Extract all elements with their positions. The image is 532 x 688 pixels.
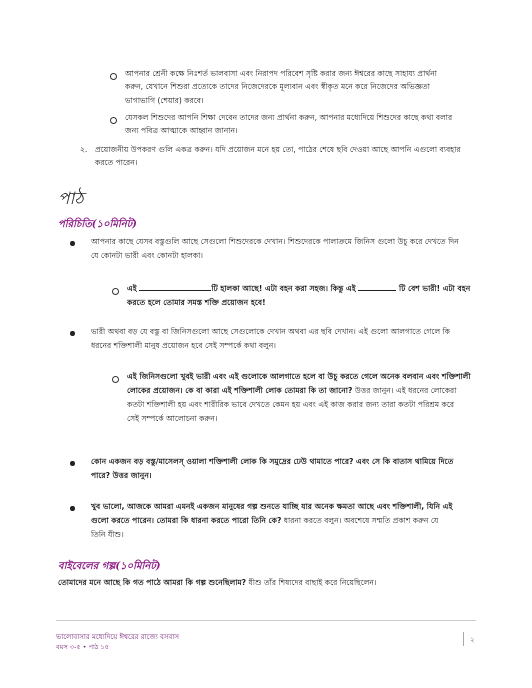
jesus-story-line3: তিনি যীশু। <box>91 530 124 539</box>
page-number: ২ <box>470 636 475 644</box>
question1-line2 <box>127 384 456 397</box>
question1-bold: লোকের প্রয়োজন। কে বা কারা এই শক্তিশালী লোক তোমরা কি তা জানো? <box>127 386 353 395</box>
intro-bullet2-line1: যেসকল শিশুদের আপনি শিক্ষা দেবেন তাদের জন্য প্রার্থনা করুন, আপনার মধ্যেদিয়ে শিশুদের কাছে কথা বলার <box>125 113 453 122</box>
lesson-title: পাঠ <box>58 189 84 209</box>
fill-prefix: এই <box>127 284 137 293</box>
footer-subtitle: বয়স ৩-৫ • পাঠ ১৫ <box>56 643 109 651</box>
circle-bullet-icon <box>110 73 117 80</box>
question1-line3: কতটা শক্তিশালী হয় এবং শারীরিক ভাবে দেখতে কেমন হয় এবং এই কাজ করার জন্য তারা কতটা পরিশ্রম করে <box>127 400 455 409</box>
footer-vertical-divider <box>463 632 464 646</box>
jesus-story-bold: গুলো করতে পারেন। তোমরা কি ধারনা করতে পারো তিনি কে? <box>91 516 282 525</box>
strong-man-question-line1: কোন একজন বড় বস্তু/মাসেলস্ ওয়ালা শক্তিশালী লোক কি সমুদ্রের ঢেউ থামাতে পারে? এবং সে কি বাতাস থামিয়ে দিতে <box>91 457 454 466</box>
footer-title: ভালোবাসার মধ্যেদিয়ে ঈশ্বরের রাজ্যে বসবাস <box>56 633 180 641</box>
circle-bullet-icon <box>110 117 117 124</box>
bible-story-question: তোমাদের মনে আছে কি গত পাঠে আমরা কি গল্প শুনেছিলাম? <box>58 578 247 587</box>
fill-mid2: টি বেশ ভারী! এটা বহন <box>399 284 471 293</box>
heavy-objects-line1: ভারী অথবা বড় যে বস্তু বা জিনিসগুলো আছে সেগুলোকে দেখান অথবা এর ছবি দেখান। এই গুলো আলগাতে গেলে কি <box>91 327 450 336</box>
circle-bullet-icon <box>112 376 119 383</box>
circle-bullet-icon <box>112 288 119 295</box>
blank-line <box>358 282 396 291</box>
blank-line <box>139 282 211 291</box>
intro-paragraph-line2: যে কোনটা ভারী এবং কোনটা হালকা। <box>91 251 204 260</box>
bullet-icon <box>70 506 75 511</box>
fill-in-sentence-line1 <box>127 282 470 295</box>
question1-line1: এই জিনিসগুলো খুবই ভারী এবং এই গুলোকে আলগাতে হলে বা উচু করতে গেলে অনেক বলবান এবং শক্তিশালী <box>127 372 471 381</box>
intro-bullet1-line1: আপনার শ্রেনী কক্ষে নিঃশর্ত ভালবাসা এবং নিরাপদ পরিবেশ সৃষ্টি করার জন্য ঈশ্বরের কাছে সাহায্য প্রার্থনা <box>125 69 437 78</box>
intro-bullet2-line2: জন্য পবিত্র আত্মাকে আহ্বান জানান। <box>125 126 238 135</box>
item2-line2: করতে পারেন। <box>95 158 138 167</box>
intro-bullet1-line3: ভাগাভাগি (শেয়ার) করবে। <box>125 96 204 105</box>
bullet-icon <box>70 331 75 336</box>
question1-rest: উত্তর জানুন। এই ধরনের লোকেরা <box>354 386 457 395</box>
item2-line1: প্রয়োজনীয় উপকরণ গুলি একত্র করুন। যদি প্রয়োজন মনে হয় তো, পাঠের শেষে ছবি দেওয়া আছে আপনি এগুলো ব্যবহার <box>95 145 461 154</box>
bible-story-answer: যীশু তাঁর শিষ্যদের বাছাই করে নিয়েছিলেন। <box>248 578 377 587</box>
section-heading-bible-story: বাইবেলের গল্প(১০মিনিট) <box>58 561 161 572</box>
jesus-story-line1: খুব ভালো, আজকে আমরা এমনই একজন মানুষের গল্প শুনতে যাচ্ছি যার অনেক ক্ষমতা আছে এবং শক্তিশালী, যিনি এই <box>91 502 453 511</box>
strong-man-question-line2: পারে? উত্তর জানুন। <box>91 471 152 480</box>
heavy-objects-line2: ধরনের শক্তিশালী মানুষ প্রয়োজন হবে সেই সম্পর্কে কথা বলুন। <box>91 341 276 350</box>
intro-paragraph-line1: আপনার কাছে যেসব বস্তুগুলি আছে সেগুলো শিশুদেরকে দেখান। শিশুদেরকে পালাক্রমে জিনিস গুলো উচু করে দেখতে দিন <box>91 237 459 246</box>
bullet-icon <box>70 241 75 246</box>
bullet-icon <box>70 461 75 466</box>
bible-story-paragraph <box>58 576 377 589</box>
fill-mid1: টি হালকা আছে! এটা বহন করা সহজ। কিন্তু এই <box>211 284 356 293</box>
jesus-story-line2 <box>91 514 438 527</box>
question1-line4: সেই সম্পর্কে আলোচনা করুন। <box>127 414 218 423</box>
intro-bullet1-line2: করুন, যেখানে শিশুরা প্রত্যেকে তাদের নিজেদেরকে মূল্যবান এবং স্বীকৃত মনে করে নিজেদের অভিজ্ঞতা <box>125 82 430 91</box>
fill-in-sentence-line2: করতে হলে তোমার সমস্ত শক্তি প্রয়োজন হবে! <box>127 298 266 307</box>
section-heading-introduction: পরিচিতি(১০মিনিট) <box>58 219 137 230</box>
item-number: ২. <box>80 145 88 154</box>
jesus-story-rest: ধারনা করতে বলুন। অবশেষে সম্মতি প্রকাশ করুন যে <box>283 516 439 525</box>
footer-divider <box>56 620 476 621</box>
